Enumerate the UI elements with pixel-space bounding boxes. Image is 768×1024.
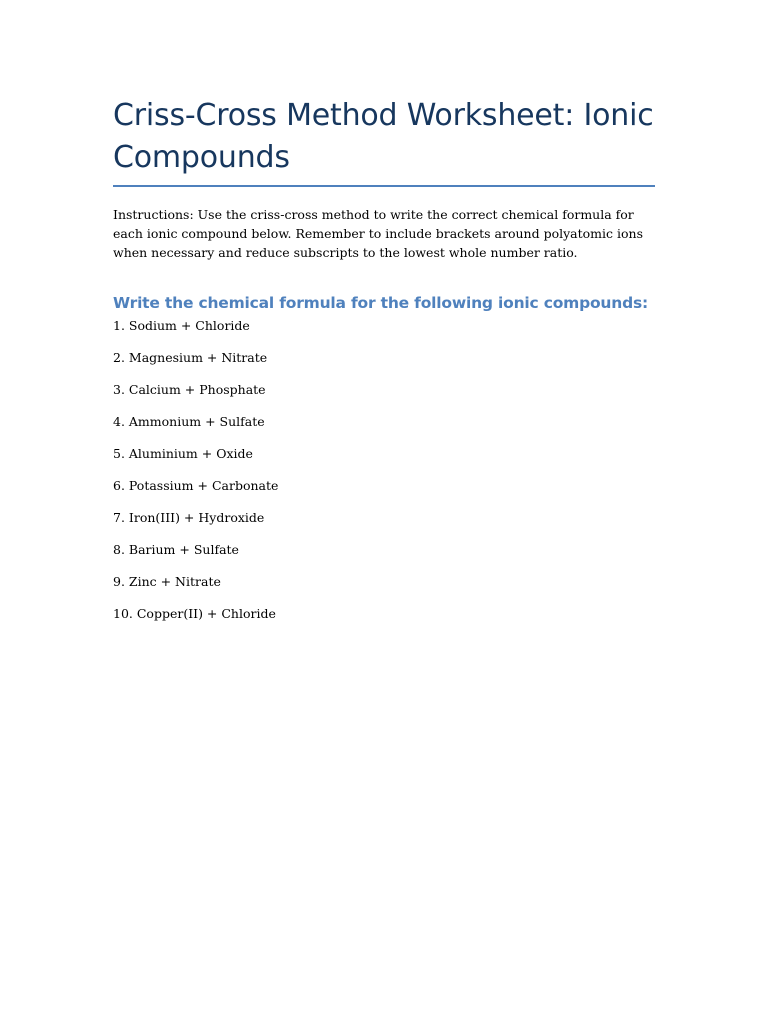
question-item: 8. Barium + Sulfate — [113, 542, 239, 557]
title-divider — [113, 185, 655, 187]
worksheet-page — [113, 0, 655, 637]
question-item: 4. Ammonium + Sulfate — [113, 414, 265, 429]
question-item: 9. Zinc + Nitrate — [113, 574, 221, 589]
worksheet-title: Criss-Cross Method Worksheet: Ionic Compounds — [113, 98, 654, 175]
section-heading: Write the chemical formula for the following ionic compounds: — [113, 294, 649, 312]
question-item: 10. Copper(II) + Chloride — [113, 606, 276, 621]
question-item: 3. Calcium + Phosphate — [113, 382, 266, 397]
question-item: 7. Iron(III) + Hydroxide — [113, 510, 265, 525]
question-item: 5. Aluminium + Oxide — [113, 446, 253, 461]
question-item: 6. Potassium + Carbonate — [113, 478, 279, 493]
question-item: 1. Sodium + Chloride — [113, 318, 250, 333]
instructions-paragraph: Instructions: Use the criss-cross method to write the correct chemical formula for each ionic compound below. Remember to include brackets around polyatomic ions when necessary and reduce subscripts to the lowest whole number ratio. — [113, 207, 643, 260]
question-item: 2. Magnesium + Nitrate — [113, 350, 268, 365]
question-list — [113, 317, 655, 623]
